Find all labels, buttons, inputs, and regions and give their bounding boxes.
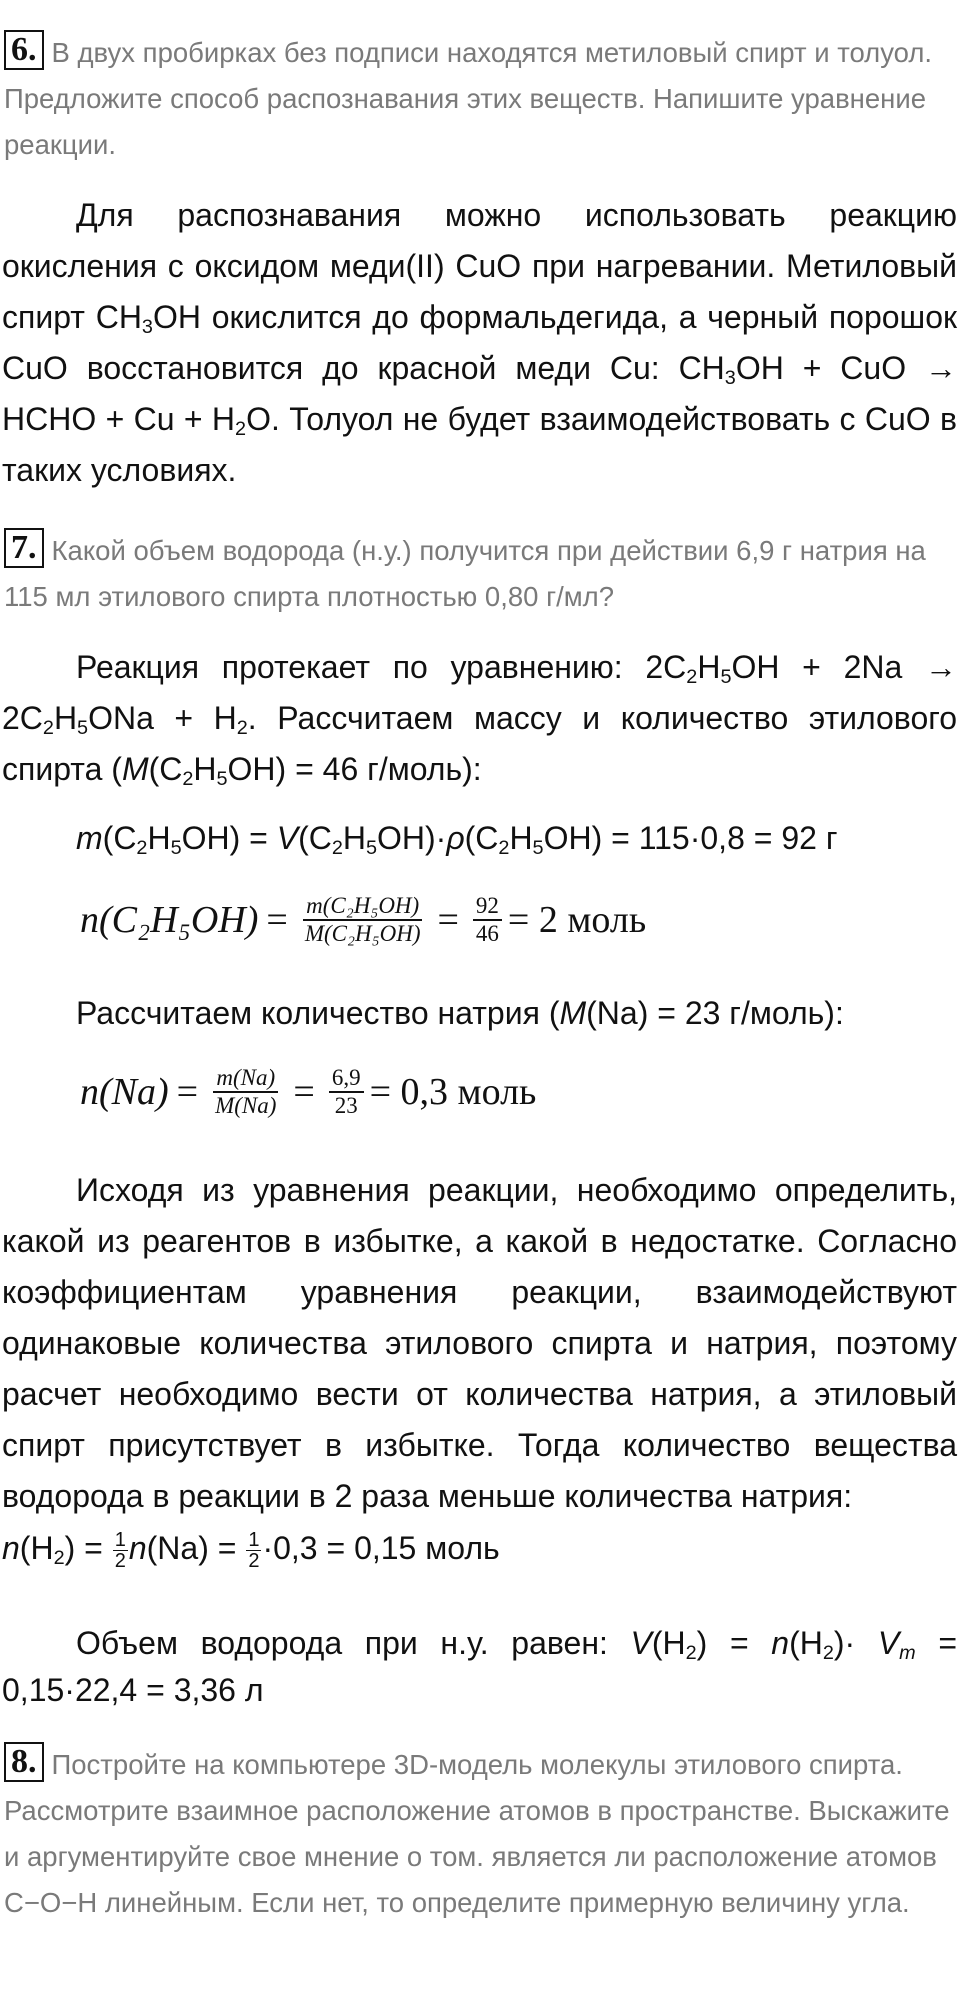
reaction-paragraph: Реакция протекает по уравнению: $2C_2H_5OH + 2Na \to 2C_2H_5ONa + H_2$. Рассчитаем массу и количество этилового спирта ($M(C_2H_5OH) = 46$ г/моль): [2, 649, 958, 790]
h2-line: $n(H_2)$ = $\frac{1}{2}$ n(Na) = $\frac{1}{2}$ ·0,3 = 0,15 моль [2, 1529, 500, 1573]
answer-6-p1: Для распознавания можно использовать реакцию окисления с оксидом меди(II) CuO при нагревании. Метиловый спирт $CH_3OH$ окислится до формальдегида, а черный порошок CuO восстановится до красной меди Cu: $CH_3OH$ + CuO → HCHO + $Cu + H_2O$. Толуол не будет взаимодействовать с CuO в таких условиях. [2, 197, 958, 488]
excess-paragraph: Исходя из уравнения реакции, необходимо определить, какой из реагентов в избытке, а какой в недостатке. Согласно коэффициентам уравнения реакции, взаимодействуют одинаковые количества этилового спирта и натрия, поэтому расчет необходимо вести от количества натрия, а этиловый спирт присутствует в избытке. Тогда количество вещества водорода в реакции в 2 раза меньше количества натрия: [2, 1172, 957, 1514]
task-7-text: Какой объем водорода (н.у.) получится при действии 6,9 г натрия на 115 мл этилового спирта плотностью 0,80 г/мл? [4, 535, 926, 612]
formula-n-sodium: n(Na) = $\frac{m(Na)}{M(Na)}$ = $\frac{6,9}{23}$ = 0,3 моль [80, 1065, 537, 1118]
task-8-text: Постройте на компьютере 3D-модель молекулы этилового спирта. Рассмотрите взаимное расположение атомов в пространстве. Выскажите и аргументируйте свое мнение о том. является ли расположение атомов C−O−H линейным. Если нет, то определите примерную величину угла. [4, 1749, 950, 1918]
task-8 [4, 1742, 954, 1926]
mass-line: $m(C_2H_5OH) = V(C_2H_5OH)\cdot\rho(C_2H_5OH) = 115\cdot 0,8 = 92$ г [76, 820, 838, 859]
sodium-intro: Рассчитаем количество натрия (M(Na) = 23 г/моль): [76, 995, 844, 1031]
volume-result: 0,15·22,4 = 3,36 л [2, 1672, 264, 1708]
task-7-number: 7. [4, 528, 44, 568]
volume-line: Объем водорода при н.у. равен: $V(H_2) = n(H_2)\cdot V_m$ = [76, 1625, 958, 1664]
answer-6 [2, 190, 957, 496]
formula-n-ethanol: n(C₂H₅OH) = $\frac{\text{m(C₂H₅OH)}}{\text{M(C₂H₅OH)}}$ = $\frac{92}{46}$ = 2 моль [80, 893, 647, 946]
task-6-number: 6. [4, 30, 44, 70]
task-6 [4, 30, 954, 168]
task-6-text: В двух пробирках без подписи находятся метиловый спирт и толуол. Предложите способ распознавания этих веществ. Напишите уравнение реакции. [4, 37, 933, 160]
task-7 [4, 528, 954, 620]
task-8-number: 8. [4, 1742, 44, 1782]
